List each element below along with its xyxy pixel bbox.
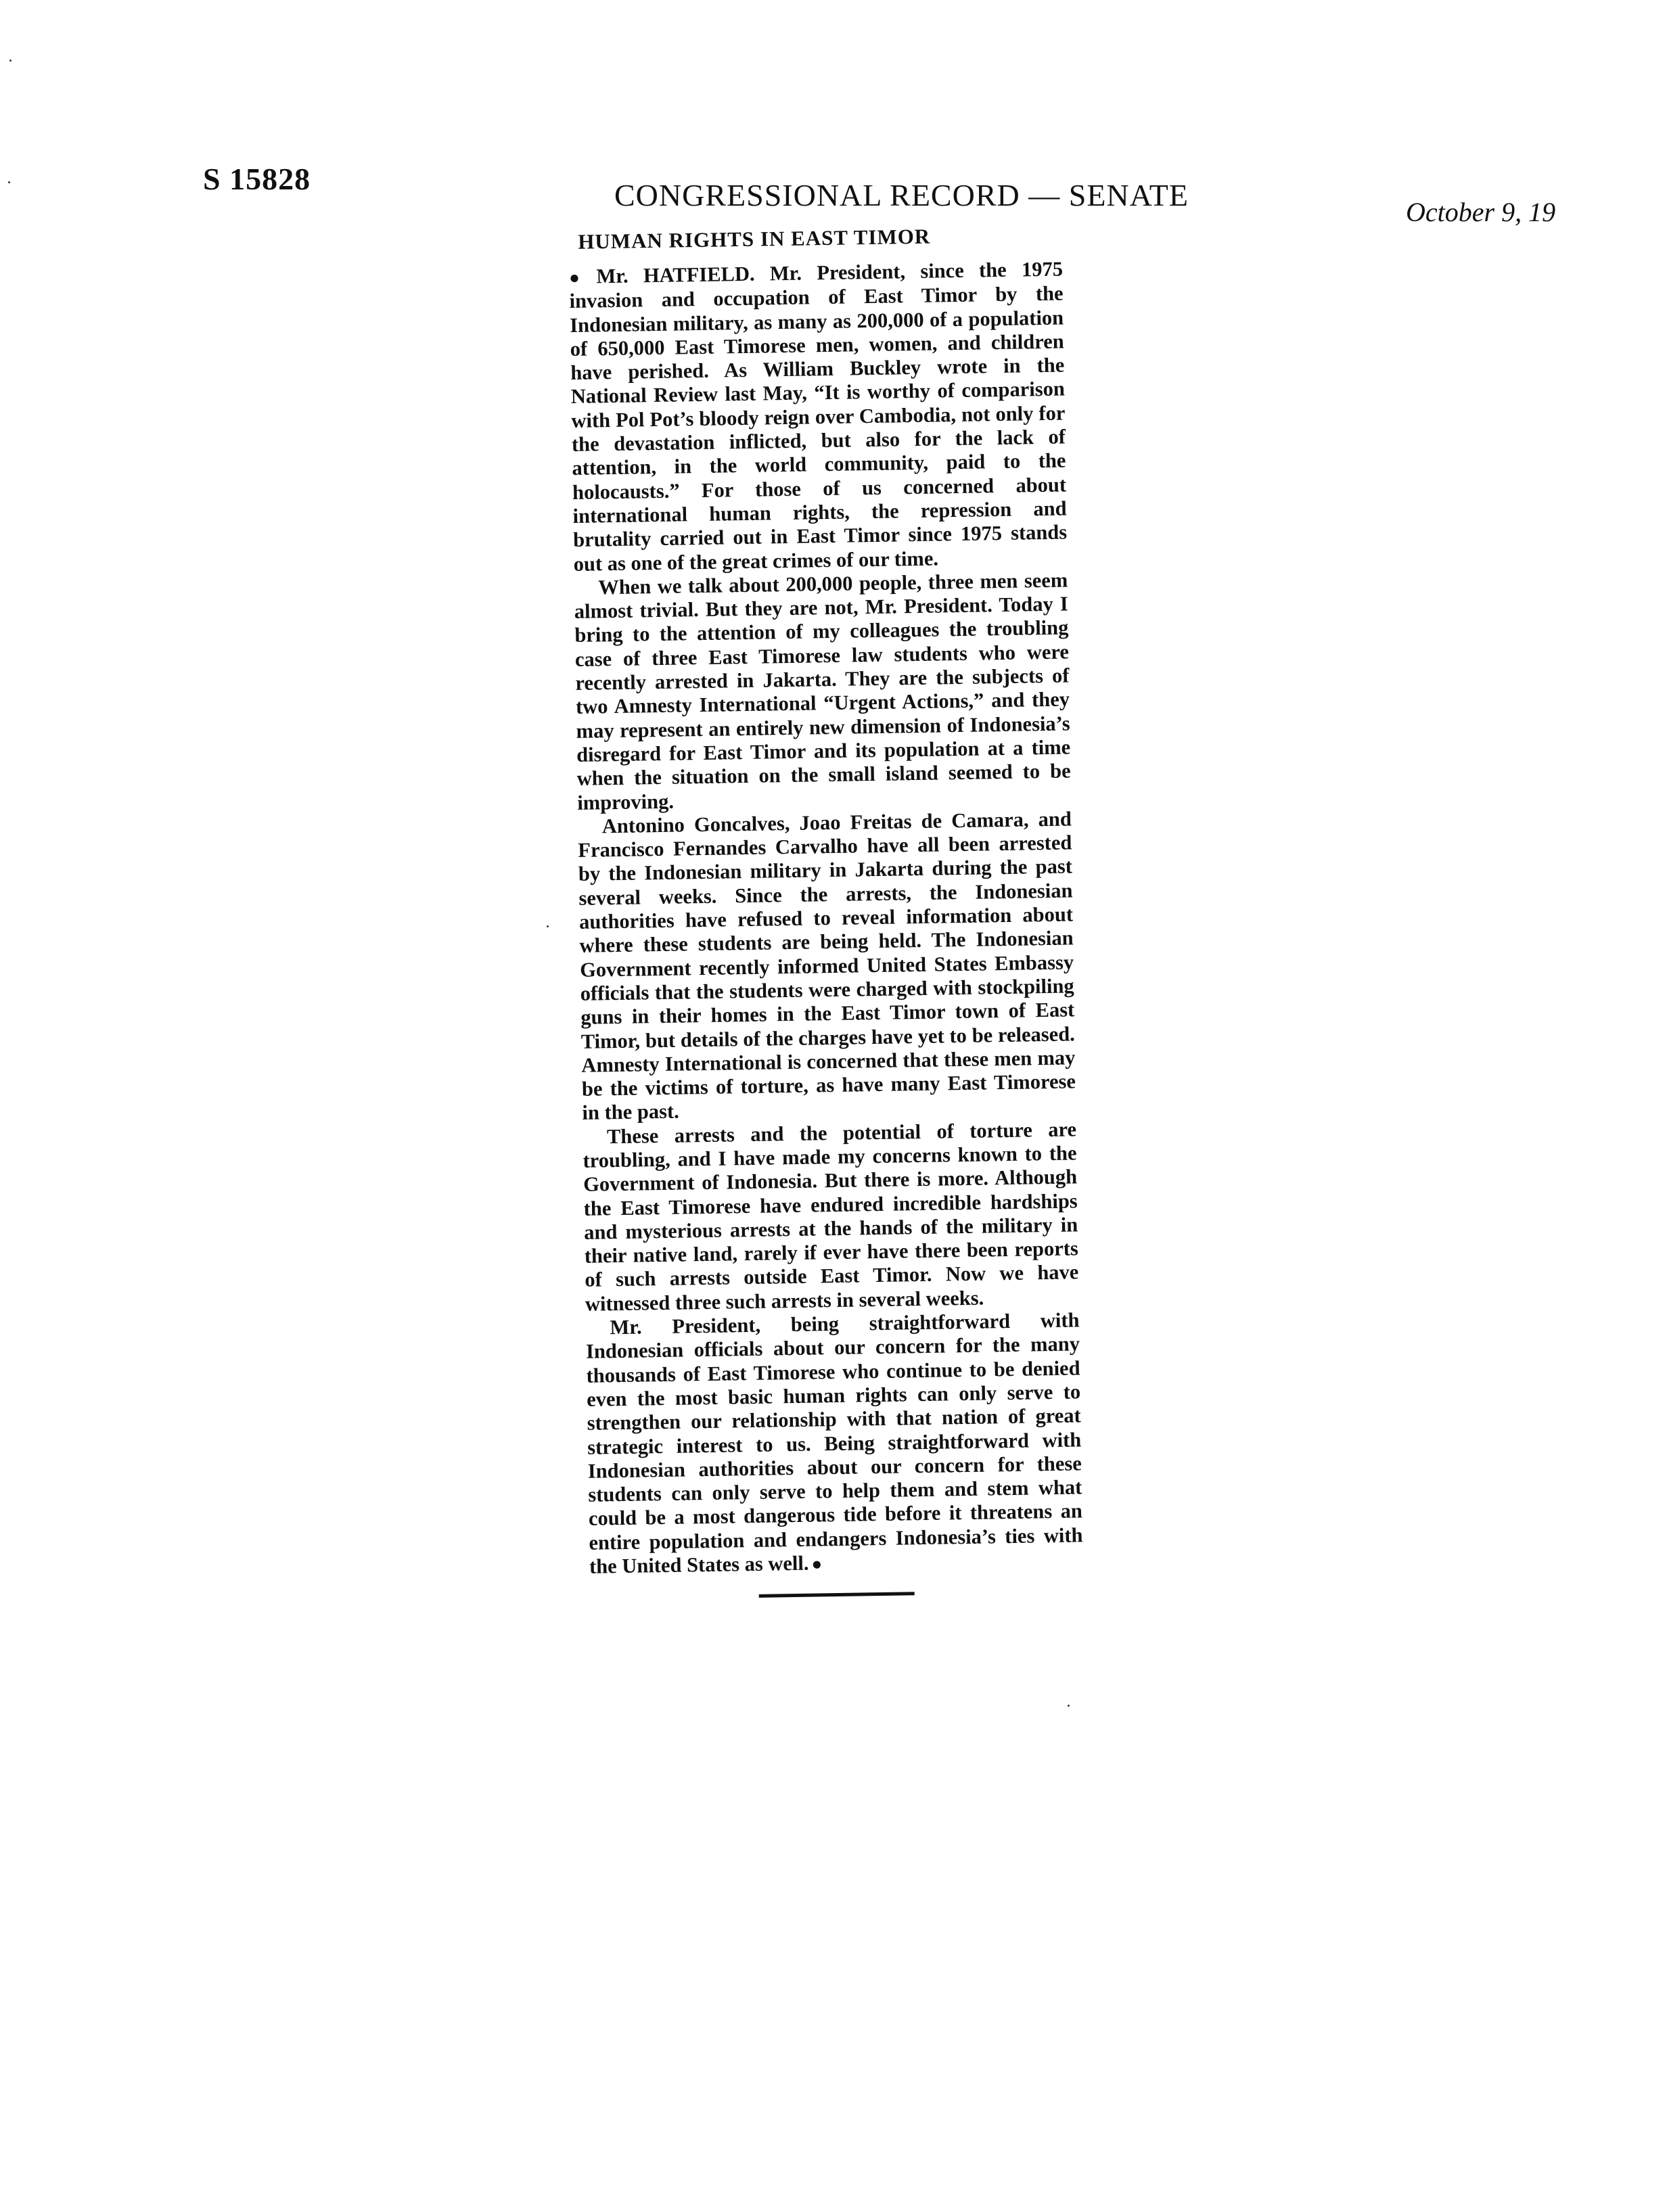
issue-date: October 9, 19 — [1406, 197, 1556, 227]
paragraph-1-text: Mr. HATFIELD. Mr. President, since the 1975 invasion and occupation of East Timor by the Indonesian military, as many as 200,000 of a population of 650,000 East Timorese men, women, and children have perished. As William Buckley wrote in the National Review last May, “It is worthy of comparison with Pol Pot’s bloody reign over Cambodia, not only for the devastation inflicted, but also for the lack of attention, in the world community, paid to the holocausts.” For those of us concerned about international human rights, the repression and brutality carried out in East Timor since 1975 stands out as one of the great crimes of our time. — [569, 257, 1068, 576]
scan-speck — [8, 181, 10, 183]
end-bullet-icon: ● — [811, 1554, 823, 1574]
running-head: CONGRESSIONAL RECORD — SENATE — [614, 178, 1189, 212]
paragraph-5 — [585, 1308, 1083, 1580]
closing-rule — [759, 1592, 915, 1598]
paragraph-4 — [583, 1117, 1079, 1316]
article-headline: HUMAN RIGHTS IN EAST TIMOR — [577, 224, 931, 254]
paragraph-2-text: When we talk about 200,000 people, three men seem almost trivial. But they are not, Mr. President. Today I bring to the attention of my colleagues the troubling case of three East Timorese law students who were recently arrested in Jakarta. They are the subjects of two Amnesty International “Urgent Actions,” and they may represent an entirely new dimension of Indonesia’s disregard for East Timor and its population at a time when the situation on the small island seemed to be improving. — [574, 568, 1071, 814]
page-number: S 15828 — [203, 162, 311, 196]
article — [568, 223, 1084, 1601]
paragraph-4-text: These arrests and the potential of torture are troubling, and I have made my concerns known to the Government of Indonesia. But there is more. Although the East Timorese have endured incredible hardships and mysterious arrests at the hands of the military in their native land, rarely if ever have there been reports of such arrests outside East Timor. Now we have witnessed three such arrests in several weeks. — [583, 1117, 1079, 1316]
bullet-icon: ● — [568, 267, 590, 287]
paragraph-5-text: Mr. President, being straightforward with Indonesian officials about our concern for the many thousands of East Timorese who continue to be denied even the most basic human rights can only serve to strengthen our relationship with that nation of great strategic interest to us. Being straightforward with Indonesian authorities about our concern for these students can only serve to help them and stem what could be a most dangerous tide before it threatens an entire population and endangers Indonesia’s ties with the United States as well. — [585, 1308, 1083, 1578]
paragraph-2 — [574, 568, 1071, 814]
paragraph-1 — [569, 258, 1068, 576]
paragraph-3 — [578, 807, 1076, 1125]
paragraph-3-text: Antonino Goncalves, Joao Freitas de Camara, and Francisco Fernandes Carvalho have all been arrested by the Indonesian military in Jakarta during the past several weeks. Since the arrests, the Indonesian authorities have refused to reveal information about where these students are being held. The Indonesian Government recently informed United States Embassy officials that the students were charged with stockpiling guns in their homes in the East Timor town of East Timor, but details of the charges have yet to be released. Amnesty International is concerned that these men may be the victims of torture, as have many East Timorese in the past. — [578, 807, 1076, 1125]
scan-speck — [9, 60, 12, 62]
scan-speck — [1068, 1705, 1070, 1707]
scan-speck — [547, 925, 549, 927]
